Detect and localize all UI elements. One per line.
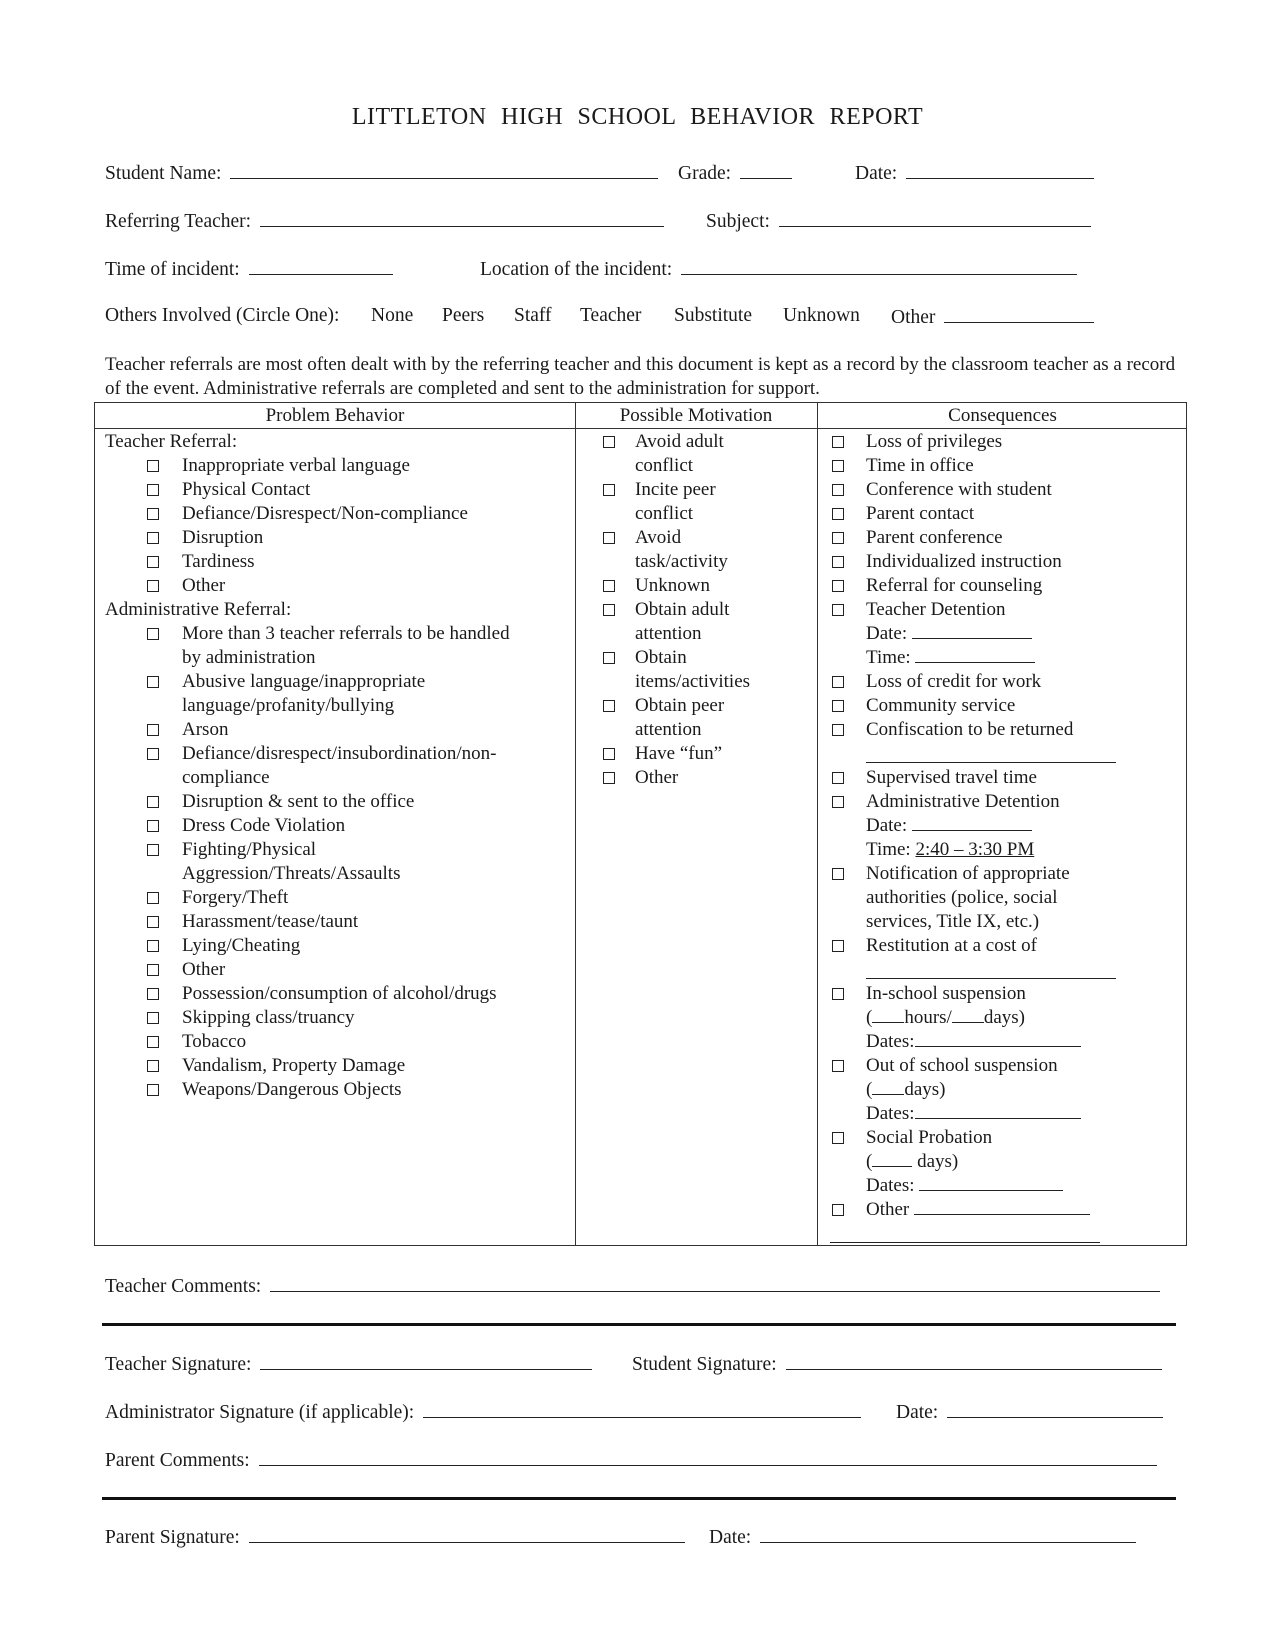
- checkbox[interactable]: [147, 460, 159, 472]
- admin-referral-item: Weapons/Dangerous Objects: [182, 1079, 402, 1100]
- social-probation-dates: [866, 1174, 1063, 1198]
- admin-referral-item: language/profanity/bullying: [182, 695, 395, 716]
- student-name-label: Student Name:: [105, 163, 222, 184]
- header-problem-behavior: Problem Behavior: [265, 405, 405, 426]
- referring-teacher-label: Referring Teacher:: [105, 211, 252, 232]
- admin-referral-item: Fighting/Physical: [182, 839, 317, 860]
- checkbox[interactable]: [832, 460, 844, 472]
- motivation-item: Other: [635, 767, 679, 788]
- others-option-teacher[interactable]: Teacher: [580, 305, 642, 326]
- teacher-referral-item: Disruption: [182, 527, 264, 548]
- admin-date-label: Date:: [896, 1402, 939, 1423]
- checkbox[interactable]: [603, 748, 615, 760]
- others-other-line[interactable]: [944, 304, 1094, 323]
- referring-teacher-field[interactable]: [105, 208, 664, 234]
- social-probation-dates-blank[interactable]: [919, 1174, 1063, 1191]
- admin-detention-time-text: 2:40 – 3:30 PM: [915, 839, 1035, 860]
- admin-referral-item: Skipping class/truancy: [182, 1007, 355, 1028]
- consequence-item: services, Title IX, etc.): [866, 911, 1040, 932]
- checkbox[interactable]: [603, 436, 615, 448]
- others-involved-label: Others Involved (Circle One):: [105, 305, 340, 326]
- checkbox[interactable]: [147, 628, 159, 640]
- teacher-signature-label: Teacher Signature:: [105, 1354, 252, 1375]
- consequence-item: Social Probation: [866, 1127, 993, 1148]
- admin-referral-item: Harassment/tease/taunt: [182, 911, 359, 932]
- motivation-item: conflict: [635, 455, 694, 476]
- motivation-item: conflict: [635, 503, 694, 524]
- teacher-referral-item: Tardiness: [182, 551, 255, 572]
- checkbox[interactable]: [603, 772, 615, 784]
- checkbox[interactable]: [603, 532, 615, 544]
- header-possible-motivation: Possible Motivation: [619, 405, 773, 426]
- admin-referral-item: Other: [182, 959, 226, 980]
- admin-referral-item: Forgery/Theft: [182, 887, 289, 908]
- checkbox[interactable]: [147, 964, 159, 976]
- grade-field[interactable]: [678, 160, 792, 186]
- motivation-item: Obtain peer: [635, 695, 725, 716]
- admin-detention-date-blank[interactable]: [912, 814, 1032, 831]
- admin-referral-item: Arson: [182, 719, 229, 740]
- consequence-item: Parent conference: [866, 527, 1003, 548]
- parent-signature-line[interactable]: [249, 1524, 685, 1543]
- in-school-detail: [866, 1006, 1025, 1030]
- parent-signature-field[interactable]: [105, 1524, 685, 1550]
- column-divider: [575, 403, 576, 1245]
- parent-comments-field[interactable]: [105, 1447, 1157, 1473]
- student-signature-label: Student Signature:: [632, 1354, 777, 1375]
- teacher-referral-item: Other: [182, 575, 226, 596]
- checkbox[interactable]: [832, 724, 844, 736]
- parent-date-label: Date:: [709, 1527, 752, 1548]
- admin-referral-heading: Administrative Referral:: [105, 599, 292, 620]
- parent-date-field[interactable]: [709, 1524, 1136, 1550]
- parent-comments-rule: [102, 1497, 1176, 1500]
- admin-referral-item: Dress Code Violation: [182, 815, 346, 836]
- header-divider: [95, 428, 1186, 429]
- parent-comments-label: Parent Comments:: [105, 1450, 250, 1471]
- referring-teacher-line[interactable]: [260, 208, 664, 227]
- checkbox[interactable]: [832, 604, 844, 616]
- confiscation-line[interactable]: [866, 762, 1116, 763]
- time-of-incident-field[interactable]: [105, 256, 393, 282]
- motivation-item: Incite peer: [635, 479, 716, 500]
- student-name-field[interactable]: [105, 160, 658, 186]
- checkbox[interactable]: [832, 772, 844, 784]
- admin-referral-item: Defiance/disrespect/insubordination/non-: [182, 743, 497, 764]
- checkbox[interactable]: [147, 844, 159, 856]
- teacher-detention-date: [866, 622, 1032, 646]
- out-school-detail: [866, 1078, 945, 1102]
- motivation-item: Avoid adult: [635, 431, 724, 452]
- checkbox[interactable]: [832, 988, 844, 1000]
- others-option-substitute[interactable]: Substitute: [674, 305, 753, 326]
- consequence-item: Confiscation to be returned: [866, 719, 1074, 740]
- admin-detention-date: [866, 814, 1032, 838]
- intro-text: Teacher referrals are most often dealt with by the referring teacher and this document is kept as a record by the classroom teacher as a record of the event. Administrative referrals are completed and sent to the administration for support.: [105, 354, 1176, 399]
- others-option-unknown[interactable]: Unknown: [783, 305, 860, 326]
- page-title: LITTLETON HIGH SCHOOL BEHAVIOR REPORT: [351, 104, 924, 130]
- checkbox[interactable]: [147, 676, 159, 688]
- teacher-referral-item: Defiance/Disrespect/Non-compliance: [182, 503, 468, 524]
- admin-detention-date-text: Date:: [866, 815, 912, 836]
- consequence-item: Community service: [866, 695, 1016, 716]
- out-school-detail-text: days): [904, 1079, 946, 1100]
- admin-referral-item: compliance: [182, 767, 270, 788]
- location-field[interactable]: [480, 256, 1077, 282]
- teacher-comments-label: Teacher Comments:: [105, 1276, 262, 1297]
- comments-rule: [102, 1323, 1176, 1326]
- out-school-dates-blank[interactable]: [915, 1102, 1081, 1119]
- admin-date-field[interactable]: [896, 1399, 1163, 1425]
- parent-comments-line[interactable]: [259, 1447, 1157, 1466]
- admin-referral-item: Lying/Cheating: [182, 935, 301, 956]
- admin-referral-item: Vandalism, Property Damage: [182, 1055, 406, 1076]
- subject-label: Subject:: [706, 211, 770, 232]
- parent-signature-label: Parent Signature:: [105, 1527, 240, 1548]
- checkbox[interactable]: [832, 676, 844, 688]
- consequence-item: Administrative Detention: [866, 791, 1060, 812]
- teacher-signature-line[interactable]: [260, 1351, 592, 1370]
- others-option-other-label: Other: [891, 307, 936, 328]
- checkbox[interactable]: [832, 868, 844, 880]
- teacher-signature-field[interactable]: [105, 1351, 592, 1377]
- checkbox[interactable]: [603, 580, 615, 592]
- admin-detention-time: [866, 838, 1034, 862]
- admin-referral-item: More than 3 teacher referrals to be handled: [182, 623, 510, 644]
- consequence-item: Loss of privileges: [866, 431, 1003, 452]
- consequence-other-blank[interactable]: [914, 1198, 1090, 1215]
- date-label: Date:: [855, 163, 898, 184]
- in-school-detail-text: hours/: [904, 1007, 952, 1028]
- out-school-dates: [866, 1102, 1081, 1126]
- checkbox[interactable]: [147, 556, 159, 568]
- admin-referral-item: Disruption & sent to the office: [182, 791, 415, 812]
- checkbox[interactable]: [147, 484, 159, 496]
- out-school-detail-text: (: [866, 1079, 873, 1100]
- parent-date-line[interactable]: [760, 1524, 1136, 1543]
- in-school-dates: [866, 1030, 1081, 1054]
- checkbox[interactable]: [147, 988, 159, 1000]
- motivation-item: attention: [635, 719, 702, 740]
- checkbox[interactable]: [147, 748, 159, 760]
- admin-signature-label: Administrator Signature (if applicable):: [105, 1402, 415, 1423]
- consequence-item: Time in office: [866, 455, 974, 476]
- checkbox[interactable]: [147, 724, 159, 736]
- admin-detention-time-text: Time:: [866, 839, 916, 860]
- motivation-item: Obtain adult: [635, 599, 730, 620]
- social-probation-detail-blank[interactable]: [872, 1150, 912, 1167]
- subject-field[interactable]: [706, 208, 1091, 234]
- teacher-referral-heading: Teacher Referral:: [105, 431, 238, 452]
- checkbox[interactable]: [832, 556, 844, 568]
- student-name-line[interactable]: [230, 160, 658, 179]
- in-school-detail-blank[interactable]: [872, 1006, 904, 1023]
- motivation-item: Obtain: [635, 647, 687, 668]
- admin-signature-line[interactable]: [423, 1399, 861, 1418]
- consequence-item: Out of school suspension: [866, 1055, 1058, 1076]
- in-school-dates-blank[interactable]: [915, 1030, 1081, 1047]
- checkbox[interactable]: [832, 532, 844, 544]
- consequence-item: authorities (police, social: [866, 887, 1058, 908]
- in-school-detail-text: (: [866, 1007, 873, 1028]
- date-field[interactable]: [855, 160, 1094, 186]
- location-line[interactable]: [681, 256, 1077, 275]
- admin-date-line[interactable]: [947, 1399, 1163, 1418]
- location-label: Location of the incident:: [480, 259, 673, 280]
- teacher-detention-date-blank[interactable]: [912, 622, 1032, 639]
- checkbox[interactable]: [147, 820, 159, 832]
- teacher-detention-time: [866, 646, 1035, 670]
- others-option-peers[interactable]: Peers: [442, 305, 485, 326]
- motivation-item: items/activities: [635, 671, 751, 692]
- motivation-item: Have “fun”: [635, 743, 723, 764]
- time-of-incident-line[interactable]: [249, 256, 393, 275]
- checkbox[interactable]: [147, 1084, 159, 1096]
- checkbox[interactable]: [832, 484, 844, 496]
- consequence-other-line[interactable]: [830, 1242, 1100, 1243]
- motivation-item: attention: [635, 623, 702, 644]
- teacher-comments-field[interactable]: [105, 1273, 1160, 1299]
- consequence-other: [866, 1198, 1090, 1222]
- grade-line[interactable]: [740, 160, 792, 179]
- checkbox[interactable]: [147, 940, 159, 952]
- consequence-item: Supervised travel time: [866, 767, 1037, 788]
- out-school-detail-blank[interactable]: [872, 1078, 904, 1095]
- time-of-incident-label: Time of incident:: [105, 259, 240, 280]
- checkbox[interactable]: [832, 940, 844, 952]
- checkbox[interactable]: [832, 700, 844, 712]
- consequence-item: Parent contact: [866, 503, 975, 524]
- grade-label: Grade:: [678, 163, 732, 184]
- student-signature-line[interactable]: [786, 1351, 1162, 1370]
- checkbox[interactable]: [147, 532, 159, 544]
- consequence-other-text: Other: [866, 1199, 915, 1220]
- subject-line[interactable]: [779, 208, 1091, 227]
- teacher-detention-time-blank[interactable]: [915, 646, 1035, 663]
- admin-referral-item: Abusive language/inappropriate: [182, 671, 426, 692]
- checkbox[interactable]: [147, 1036, 159, 1048]
- column-divider: [817, 403, 818, 1245]
- motivation-item: Avoid: [635, 527, 682, 548]
- checkbox[interactable]: [147, 892, 159, 904]
- admin-signature-field[interactable]: [105, 1399, 861, 1425]
- checkbox[interactable]: [603, 484, 615, 496]
- checkbox[interactable]: [603, 652, 615, 664]
- checkbox[interactable]: [603, 700, 615, 712]
- checkbox[interactable]: [832, 1060, 844, 1072]
- date-line[interactable]: [906, 160, 1094, 179]
- checkbox[interactable]: [147, 1060, 159, 1072]
- header-consequences: Consequences: [948, 405, 1057, 426]
- checkbox[interactable]: [832, 1132, 844, 1144]
- checkbox[interactable]: [832, 1204, 844, 1216]
- in-school-detail-blank[interactable]: [952, 1006, 984, 1023]
- admin-referral-item: Tobacco: [182, 1031, 247, 1052]
- checkbox[interactable]: [147, 796, 159, 808]
- consequence-item: Conference with student: [866, 479, 1052, 500]
- consequence-item: Referral for counseling: [866, 575, 1043, 596]
- admin-referral-item: by administration: [182, 647, 316, 668]
- others-option-none[interactable]: None: [371, 305, 414, 326]
- others-option-other[interactable]: [891, 304, 1094, 330]
- out-school-dates-text: Dates:: [866, 1103, 915, 1124]
- consequence-item: Loss of credit for work: [866, 671, 1042, 692]
- admin-referral-item: Aggression/Threats/Assaults: [182, 863, 401, 884]
- checkbox[interactable]: [832, 580, 844, 592]
- teacher-comments-line[interactable]: [270, 1273, 1160, 1292]
- others-option-staff[interactable]: Staff: [514, 305, 552, 326]
- motivation-item: task/activity: [635, 551, 728, 572]
- checkbox[interactable]: [147, 916, 159, 928]
- checkbox[interactable]: [832, 508, 844, 520]
- motivation-item: Unknown: [635, 575, 710, 596]
- checkbox[interactable]: [147, 508, 159, 520]
- checkbox[interactable]: [832, 796, 844, 808]
- checkbox[interactable]: [832, 436, 844, 448]
- behavior-table: [94, 402, 1187, 1246]
- checkbox[interactable]: [147, 1012, 159, 1024]
- checkbox[interactable]: [147, 580, 159, 592]
- teacher-referral-item: Physical Contact: [182, 479, 311, 500]
- consequence-item: Teacher Detention: [866, 599, 1006, 620]
- in-school-dates-text: Dates:: [866, 1031, 915, 1052]
- consequence-item: Restitution at a cost of: [866, 935, 1037, 956]
- teacher-referral-item: Inappropriate verbal language: [182, 455, 410, 476]
- admin-referral-item: Possession/consumption of alcohol/drugs: [182, 983, 497, 1004]
- in-school-detail-text: days): [983, 1007, 1025, 1028]
- social-probation-detail-text: days): [912, 1151, 959, 1172]
- teacher-detention-date-text: Date:: [866, 623, 912, 644]
- social-probation-detail-text: (: [866, 1151, 873, 1172]
- social-probation-detail: [866, 1150, 958, 1174]
- teacher-detention-time-text: Time:: [866, 647, 916, 668]
- consequence-item: In-school suspension: [866, 983, 1026, 1004]
- student-signature-field[interactable]: [632, 1351, 1162, 1377]
- social-probation-dates-text: Dates:: [866, 1175, 920, 1196]
- consequence-item: Notification of appropriate: [866, 863, 1070, 884]
- checkbox[interactable]: [603, 604, 615, 616]
- restitution-line[interactable]: [866, 978, 1116, 979]
- consequence-item: Individualized instruction: [866, 551, 1062, 572]
